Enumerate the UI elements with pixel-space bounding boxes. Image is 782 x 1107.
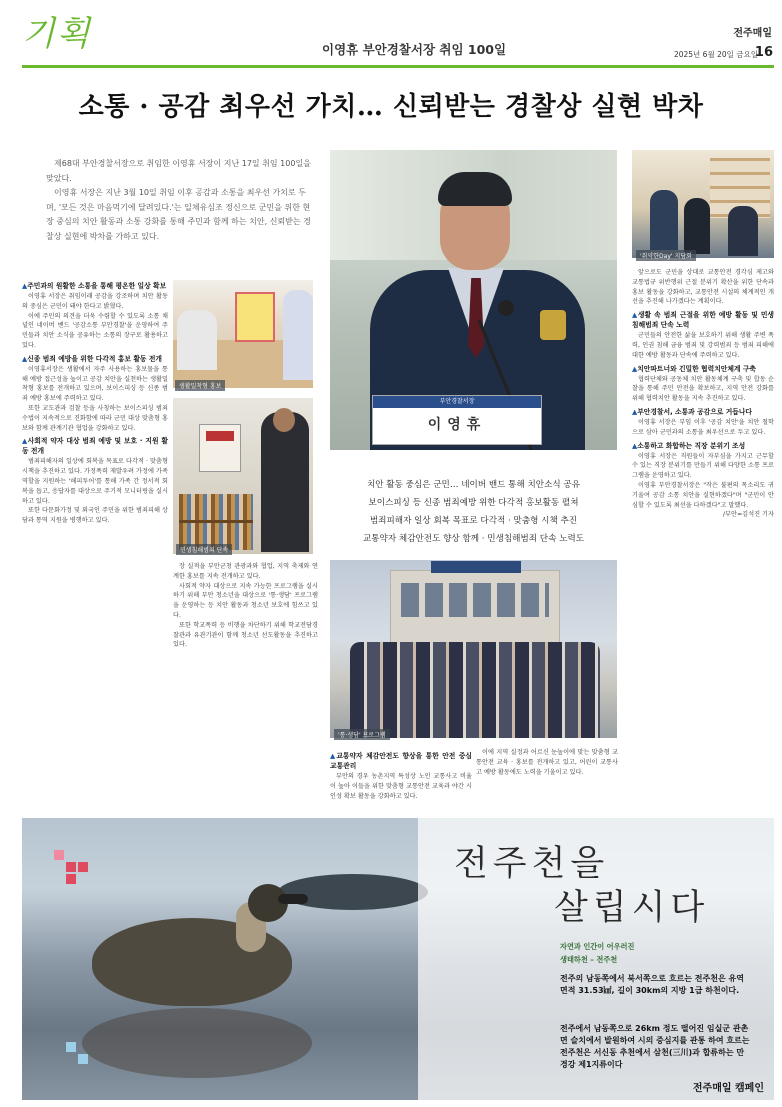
article-column [173, 562, 318, 745]
ad-subtitle: 생태하천 – 전주천 [560, 955, 618, 964]
triangle-icon: ▲ [22, 282, 28, 290]
photo-caption: 민생침해범죄 단속 [176, 544, 232, 555]
photo-poster [235, 292, 275, 342]
duck-bill [278, 894, 308, 904]
paragraph: 이영휴서장은 생활에서 자주 사용하는 홍보물을 통해 예방 접근성을 높이고 공감 치안을 실천하는 생활밀착형 홍보를 전개하고 있으며, 보이스피싱 등 신종 범죄 예방 홍보에 주력하고 있다. [22, 365, 168, 403]
pull-quote-line: 치안 활동 중심은 군민… 네이버 밴드 통해 치안소식 공유 [366, 480, 581, 490]
subheading-text: 신종 범죄 예방을 위한 다각적 홍보 활동 전개 [27, 354, 162, 363]
subheading-text: 부안경찰서, 소통과 공감으로 거듭나다 [637, 407, 752, 416]
square-icon [54, 850, 64, 860]
pull-quote-line: 보이스피싱 등 신종 범죄예방 위한 다각적 홍보활동 펼쳐 [368, 498, 579, 508]
triangle-icon: ▲ [330, 752, 337, 760]
article-column [22, 278, 168, 743]
paper-name: 전주매일 [733, 28, 772, 39]
subheading-text: 사회적 약자 대상 범죄 예방 및 보호 · 지원 활동 전개 [22, 437, 169, 456]
pull-quote [330, 476, 617, 548]
subheading [632, 407, 774, 417]
issue-date: 2025년 6월 20일 금요일 [673, 50, 758, 59]
paragraph: 또한 교도관과 검찰 등을 사칭하는 보이스피싱 범죄 수법이 지속적으로 진화함에 따라 군민 대상 맞춤형 홍보와 함께 관계기관 협업을 강화하고 있다. [22, 404, 168, 432]
main-photo-chief [330, 150, 617, 450]
section-title: 이영휴 부안경찰서장 취임 100일 [322, 42, 507, 57]
article-column [632, 268, 774, 808]
photo-person [177, 310, 217, 370]
subheading-text: 소통하고 화합하는 직장 분위기 조성 [637, 441, 746, 450]
photo-crowd [350, 642, 600, 738]
ad-water-reflection [82, 1008, 312, 1078]
paragraph: 장 실적을 부안군청 관광과와 협업, 지역 축제와 연계한 홍보를 지속 전개하고 있다. [173, 563, 318, 580]
subheading [632, 364, 774, 374]
paragraph: 이영휴 서장은 부임 이후 '공감 치안'을 치안 철학으로 삼아 군민과의 소통을 최우선으로 두고 있다. [632, 418, 774, 436]
triangle-icon: ▲ [632, 364, 638, 373]
subheading-text: 주민과의 원활한 소통을 통해 평온한 일상 확보 [27, 282, 167, 290]
ad-body: 전주의 남동쪽에서 북서쪽으로 흐르는 전주천은 유역면적 31.53㎢, 길이 30km의 지방 1급 하천이다. [560, 974, 744, 995]
lede-paragraph: 이영휴 서장은 지난 3월 10일 취임 이후 공감과 소통을 최우선 가치로 두며, '모든 것은 마음먹기에 달려있다.'는 일체유심조 정신으로 군민을 위한 현장 중심의 치안 활동과 소통 강화를 통해 주민과 함께 하는 치안, 신뢰받는 경찰상 실현에 박차를 가하고 있다. [46, 188, 311, 241]
photo-meeting [632, 150, 774, 258]
section-logo: 기획 [22, 14, 92, 54]
nameplate [372, 395, 542, 445]
photo-caption: '통·생담' 프로그램 [334, 729, 390, 740]
subheading [22, 354, 168, 364]
nameplate-name: 이영휴 [427, 417, 487, 433]
subheading [632, 441, 774, 451]
ad-title-line: 전주천을 [454, 844, 610, 884]
subheading [22, 281, 168, 291]
subheading [330, 751, 472, 771]
ad-rock [278, 874, 428, 910]
paragraph: 이영휴 서장은 취임이래 공감을 강조하며 치안 활동의 중심은 군민이 돼야 한다고 밝혔다. [22, 293, 168, 310]
lede [46, 157, 314, 244]
page-number: 16 [754, 45, 773, 60]
square-icon [66, 1042, 76, 1052]
photo-caption: 생활밀착형 홍보 [175, 380, 225, 391]
paragraph: 이에 지역 실정과 어르신 눈높이에 맞는 맞춤형 교통안전 교육 · 홍보를 전개하고 있고, 어린이 교통사고 예방 활동에도 노력을 기울이고 있다. [476, 749, 618, 776]
photo-shelves [179, 494, 253, 550]
paragraph: 사회적 약자 대상으로 지속 가능한 프로그램을 실시하기 위해 부안 청소년을 대상으로 '통·생담' 프로그램을 운영하는 등 치안 활동과 청소년 보호에 힘쓰고 있다. [173, 582, 318, 619]
page-header [0, 0, 782, 68]
byline: /부안=김석진 기자 [722, 511, 774, 519]
photo-person [261, 412, 309, 552]
triangle-icon: ▲ [632, 407, 638, 416]
nameplate-title: 부안경찰서장 [373, 396, 541, 408]
ad-body: 전주에서 남동쪽으로 26km 정도 떨어진 임실군 관촌면 슬치에서 발원하여 시의 중심지를 관통 하여 흐르는 전주천은 서신동 추천에서 삼천(三川)과 합류하는 만경강 제1지류이다 [560, 1024, 750, 1069]
paragraph: 군민들의 안전한 삶을 보호하기 위해 생활 주변 폭력, 인권 침해 금융 범죄 및 강력범죄 등 범죄 피해에 대한 예방 활동과 단속에 주력하고 있다. [632, 332, 774, 359]
paragraph: 이영휴 서장은 직원들이 자부심을 가지고 근무할 수 있는 직장 분위기를 만들기 위해 다양한 소통 프로그램을 운영하고 있다. [632, 452, 774, 480]
campaign-label: 전주매일 캠페인 [692, 1083, 764, 1094]
triangle-icon: ▲ [632, 441, 638, 450]
article-column [476, 748, 618, 810]
campaign-ad [22, 818, 774, 1100]
photo-building [390, 570, 560, 650]
article-column [330, 748, 472, 810]
photo-notice-board [199, 424, 241, 472]
square-icon [66, 862, 76, 872]
paragraph: 이영휴 부안경찰서장은 "작은 불편의 목소리도 귀 기울여 공감 소통 치안을 실현하겠다"며 "군민이 안심할 수 있도록 최선을 다하겠다"고 말했다. [632, 481, 774, 509]
photo-person [728, 206, 758, 256]
photo-group [330, 560, 617, 738]
square-icon [66, 874, 76, 884]
ad-title-line: 살립시다 [554, 888, 710, 928]
subheading-text: 생활 속 범죄 근절을 위한 예방 활동 및 민생침해범죄 단속 노력 [632, 311, 774, 330]
microphone-icon [498, 300, 514, 316]
photo-caption: '취약한Day' 지담회 [636, 250, 696, 261]
photo-person [684, 198, 710, 254]
photo-person [283, 290, 313, 380]
subheading [22, 436, 168, 456]
header-rule [22, 65, 774, 68]
photo-hair [438, 172, 512, 206]
paragraph: 범죄피해자의 일상에 회복을 목표로 다각적 · 맞춤형 시책을 추진하고 있다. 가정폭력 재발우려 가정에 가족역할을 지원하는 '해피투어'를 통해 가족 간 정서적 회복을 돕고, 응답자를 대상으로 주기적 모니터링을 실시하고 있다. [22, 458, 168, 505]
police-badge-icon [540, 310, 566, 340]
subheading-text: 치안파트너와 긴밀한 협력치안체계 구축 [637, 364, 756, 373]
triangle-icon: ▲ [632, 311, 638, 320]
subheading [632, 310, 774, 330]
photo-crackdown [173, 398, 313, 554]
lede-paragraph: 제68대 부안경찰서장으로 취임한 이영휴 서장이 지난 17일 취임 100일을 맞았다. [46, 159, 311, 183]
paragraph: 또한 다문화가정 및 외국인 주민을 위한 범죄피해 상담과 통역 지원을 병행하고 있다. [22, 507, 168, 525]
ad-subtitle: 자연과 인간이 어우러진 [560, 942, 635, 951]
pull-quote-line: 교통약자 체감안전도 향상 함께 · 민생침해범죄 단속 노력도 [362, 534, 585, 544]
pull-quote-line: 범죄피해자 일상 회복 목표로 다각적 · 맞춤형 시책 추진 [369, 516, 578, 526]
paragraph: 협력단체와 공동체 치안 활동체계 구축 및 합동 순찰을 통해 주민 안전을 확보하고, 지역 안전 강화를 위해 협력치안 활동을 지속 추진하고 있다. [632, 375, 774, 403]
paragraph: 앞으로도 군민을 상대로 교통안전 경각심 제고와 교통법규 위반행위 근절 분위기 확산을 위한 단속과 홍보 활동을 강화하고, 교통안전 시설의 체계적인 개선을 추진해 나가겠다는 계획이다. [632, 269, 774, 306]
photo-person [650, 190, 678, 250]
paragraph: 이에 주민의 의견을 더욱 수렴할 수 있도록 소통 채널인 네이버 밴드 '공감소통 부안경찰'을 운영하여 주민들과 치안 소식을 공유하는 소통의 장구로 활용하고 있다. [22, 312, 168, 349]
triangle-icon: ▲ [22, 437, 28, 446]
square-icon [78, 1054, 88, 1064]
photo-promotion [173, 280, 313, 388]
square-icon [78, 862, 88, 872]
subheading-text: 교통약자 체감안전도 향상을 통한 안전 중심 교통관리 [330, 752, 472, 770]
paragraph: 부안의 경우 농촌지역 특성상 노인 교통사고 비율이 높아 이들을 위한 맞춤형 교통안전 교육과 야간 시인성 확보 활동을 강화하고 있다. [330, 773, 472, 800]
triangle-icon: ▲ [22, 354, 28, 363]
headline: 소통 · 공감 최우선 가치… 신뢰받는 경찰상 실현 박차 [78, 92, 704, 122]
paragraph: 또한 학교폭력 등 비행을 차단하기 위해 학교전담경찰관과 유관기관이 함께 청소년 선도활동을 추진하고 있다. [173, 621, 318, 649]
